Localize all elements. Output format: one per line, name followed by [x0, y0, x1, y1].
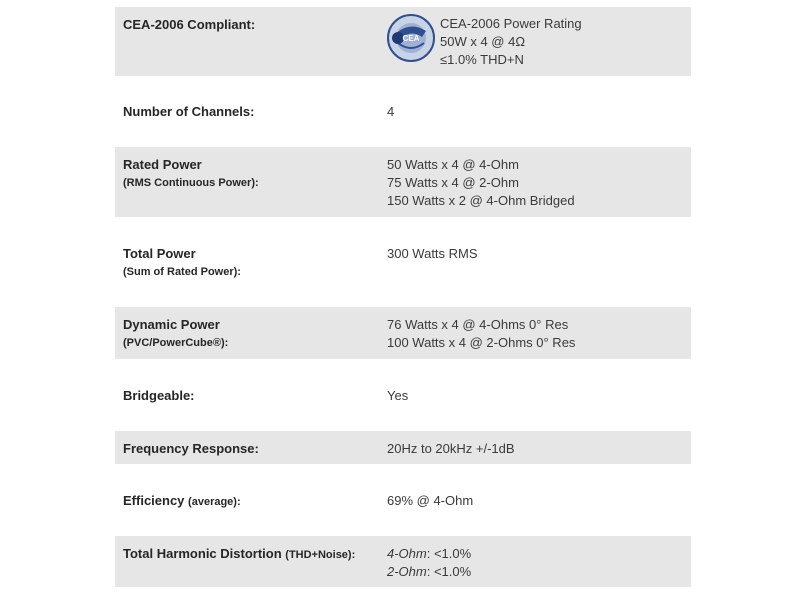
spec-sublabel: (THD+Noise):	[285, 549, 356, 561]
cea-rating-text: CEA-2006 Power Rating 50W x 4 @ 4Ω ≤1.0% THD+N	[440, 16, 582, 67]
spec-value: Yes	[387, 388, 409, 403]
logo-center-text: CEA	[402, 34, 420, 43]
spec-row-number-of-channels	[115, 76, 691, 147]
spec-row-efficiency	[115, 464, 691, 536]
spec-row-cea-2006	[115, 7, 691, 76]
spec-value: 20Hz to 20kHz +/-1dB	[387, 441, 515, 456]
spec-sublabel: (Sum of Rated Power):	[123, 266, 241, 278]
spec-value: 69% @ 4-Ohm	[387, 493, 474, 508]
spec-label: Efficiency (average):	[123, 493, 241, 508]
spec-value	[386, 11, 686, 69]
thd-2-ohm: 2-Ohm: <1.0%	[387, 564, 472, 579]
spec-row-total-harmonic-distortion	[115, 536, 691, 587]
spec-sublabel: (average):	[188, 496, 241, 508]
spec-label: Frequency Response:	[123, 441, 259, 456]
spec-row-total-power	[115, 217, 691, 307]
spec-label: Dynamic Power (PVC/PowerCube®):	[123, 316, 378, 352]
thd-4-ohm: 4-Ohm: <1.0%	[387, 546, 472, 561]
spec-label: CEA-2006 Compliant:	[123, 17, 256, 32]
spec-row-rated-power	[115, 147, 691, 217]
spec-value: 50 Watts x 4 @ 4-Ohm 75 Watts x 4 @ 2-Ohm 150 Watts x 2 @ 4-Ohm Bridged	[387, 157, 575, 208]
spec-row-dynamic-power	[115, 307, 691, 359]
spec-label: Number of Channels:	[123, 104, 255, 119]
spec-row-frequency-response	[115, 431, 691, 464]
spec-label: Total Harmonic Distortion (THD+Noise):	[123, 546, 356, 561]
spec-label: Total Power (Sum of Rated Power):	[123, 245, 378, 281]
specifications-table	[115, 7, 691, 587]
spec-row-bridgeable	[115, 359, 691, 431]
cea-2006-compliant-logo	[386, 13, 436, 63]
spec-label: Bridgeable:	[123, 388, 195, 403]
spec-value: 4	[387, 104, 395, 119]
spec-value	[387, 545, 687, 581]
spec-value: 300 Watts RMS	[387, 246, 478, 261]
spec-sublabel: (RMS Continuous Power):	[123, 177, 259, 189]
spec-label: Rated Power (RMS Continuous Power):	[123, 156, 378, 192]
spec-sublabel: (PVC/PowerCube®):	[123, 337, 229, 349]
spec-value: 76 Watts x 4 @ 4-Ohms 0° Res 100 Watts x 4 @ 2-Ohms 0° Res	[387, 317, 576, 350]
